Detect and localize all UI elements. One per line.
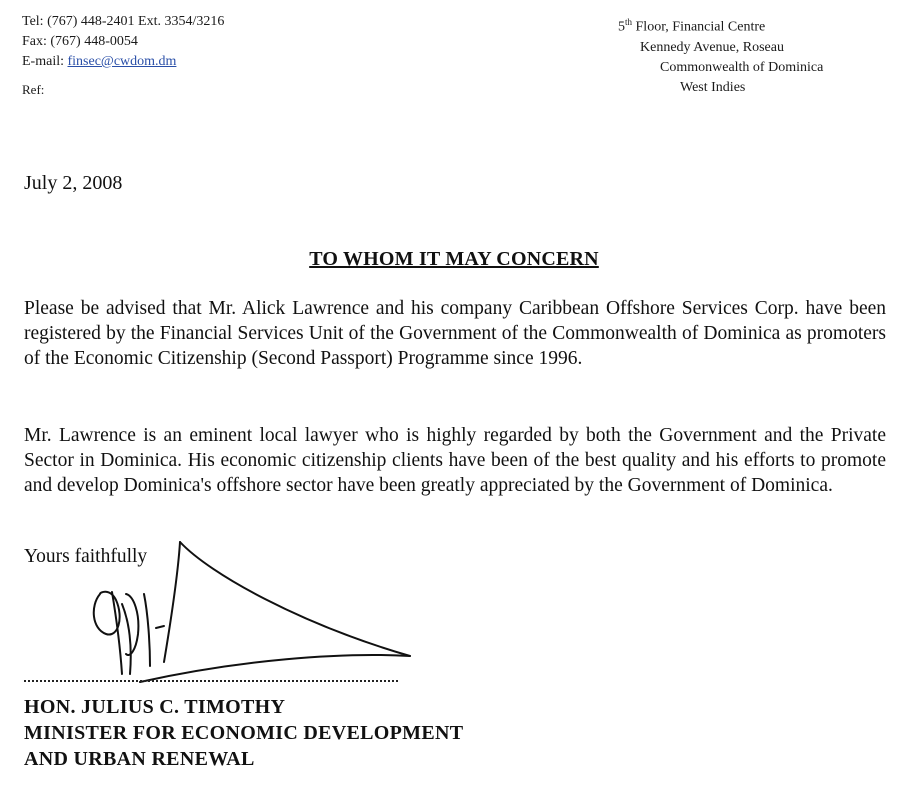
email-link[interactable]: finsec@cwdom.dm	[67, 54, 177, 69]
address-line-3: Commonwealth of Dominica	[660, 59, 824, 75]
signatory-title-2: AND URBAN RENEWAL	[24, 748, 255, 770]
closing: Yours faithfully	[24, 546, 148, 567]
signatory-title-1: MINISTER FOR ECONOMIC DEVELOPMENT	[24, 722, 464, 744]
email-line	[22, 52, 224, 72]
contact-block	[22, 12, 224, 100]
telephone: Tel: (767) 448-2401 Ext. 3354/3216	[22, 14, 225, 29]
letter-heading: TO WHOM IT MAY CONCERN	[309, 248, 599, 270]
email-label: E-mail:	[22, 54, 64, 69]
signatory-name: HON. JULIUS C. TIMOTHY	[24, 696, 286, 718]
paragraph-1: Please be advised that Mr. Alick Lawrence and his company Caribbean Offshore Services Corp. have been registered by the Financial Services Unit of the Government of the Commonwealth of Dominica as promoters of the Economic Citizenship (Second Passport) Programme since 1996.	[24, 298, 886, 369]
reference-label: Ref:	[22, 82, 45, 97]
address-line-1: 5th Floor, Financial Centre	[618, 17, 766, 35]
signature	[60, 534, 440, 694]
signature-line	[24, 680, 398, 682]
paragraph-2: Mr. Lawrence is an eminent local lawyer who is highly regarded by both the Government and the Private Sector in Dominica. His economic citizenship clients have been of the best quality and his efforts to promote and develop Dominica's offshore sector have been greatly appreciated by the Government of Dominica.	[24, 425, 886, 496]
address-block	[560, 12, 880, 98]
fax: Fax: (767) 448-0054	[22, 34, 138, 49]
signatory-block	[24, 694, 463, 772]
letter-date: July 2, 2008	[24, 172, 123, 194]
address-line-4: West Indies	[680, 79, 746, 95]
address-line-2: Kennedy Avenue, Roseau	[640, 39, 784, 55]
